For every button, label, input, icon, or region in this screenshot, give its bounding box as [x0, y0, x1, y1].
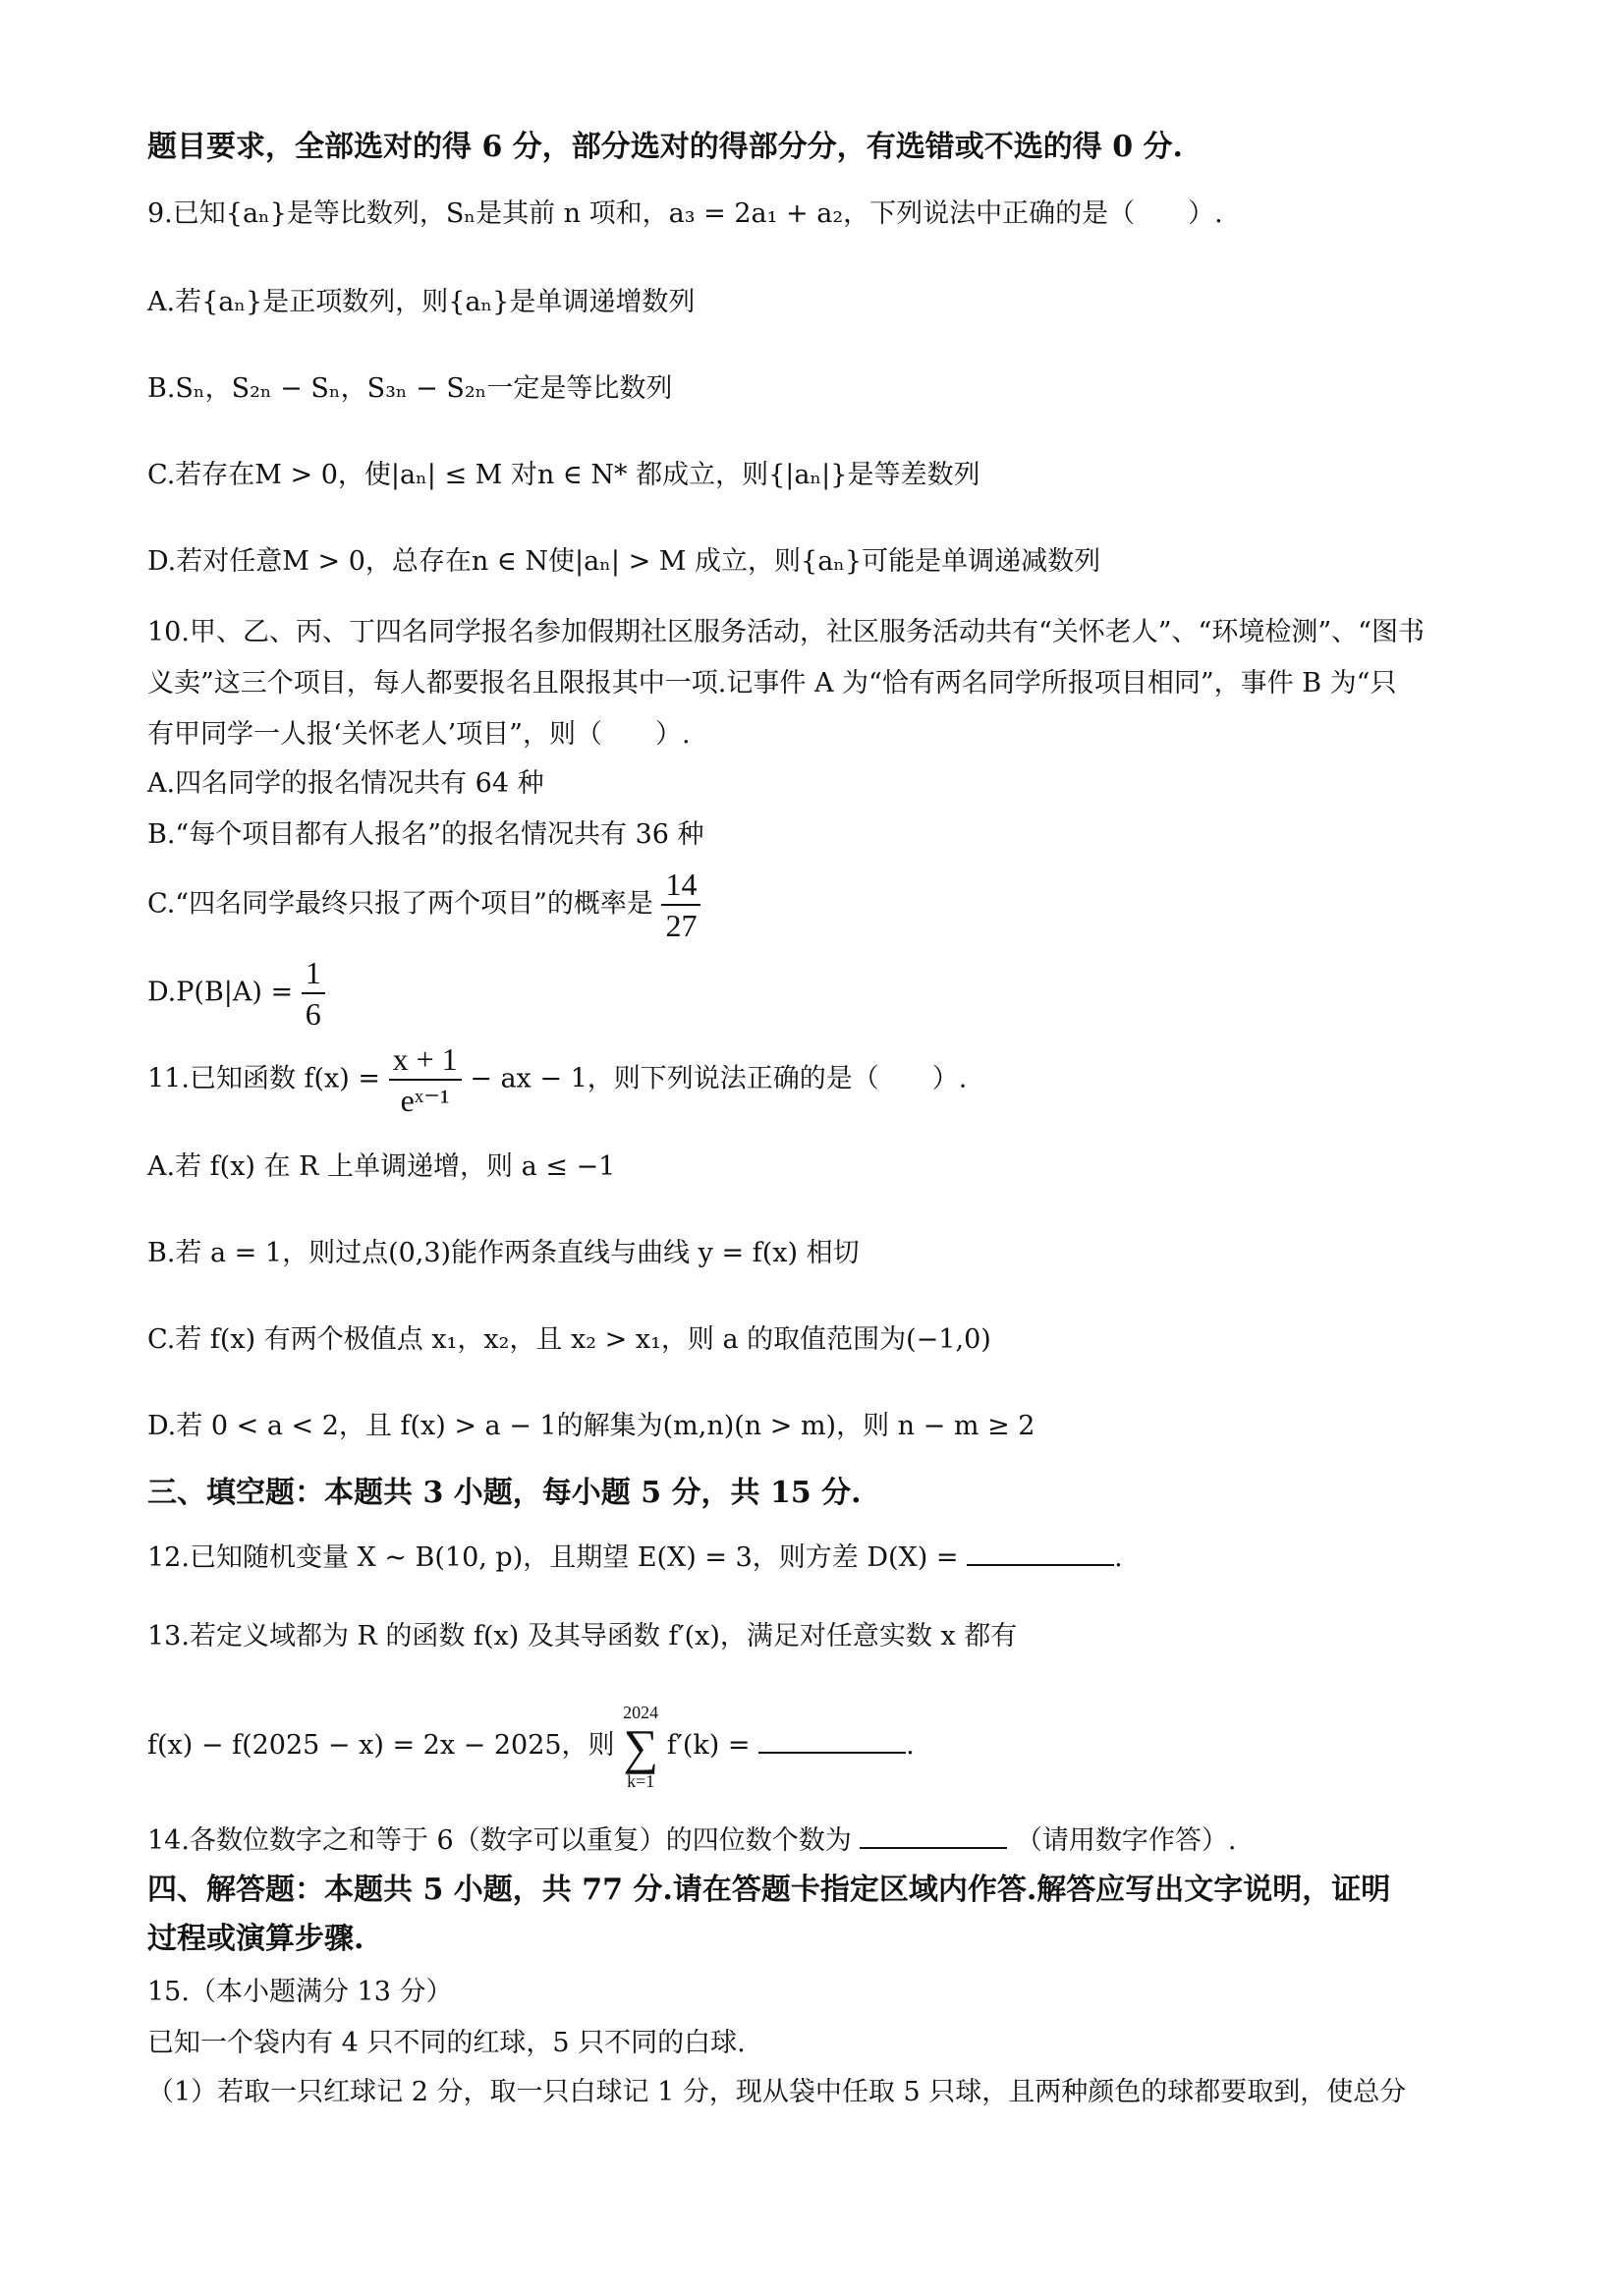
question-13-line2	[147, 1702, 1485, 1791]
question-14-text: 14.各数位数字之和等于 6（数字可以重复）的四位数个数为	[147, 1825, 852, 1856]
question-11-option-a: A.若 f(x) 在 R 上单调递增，则 a ≤ −1	[147, 1151, 616, 1182]
section-4-heading-line1: 四、解答题：本题共 5 小题，共 77 分.请在答题卡指定区域内作答.解答应写出文字说明，证明	[147, 1873, 1391, 1907]
answer-blank-14[interactable]	[860, 1818, 1007, 1849]
question-11-option-b: B.若 a = 1，则过点(0,3)能作两条直线与曲线 y = f(x) 相切	[147, 1238, 860, 1268]
question-11-stem-post: − ax − 1，则下列说法正确的是（ ）.	[470, 1063, 968, 1094]
summation-body: f′(k) =	[666, 1730, 751, 1761]
question-13-line1: 13.若定义域都为 R 的函数 f(x) 及其导函数 f′(x)，满足对任意实数 x 都有	[147, 1621, 1018, 1652]
summation-symbol: 2024 ∑ k=1	[623, 1702, 659, 1791]
answer-blank-13[interactable]	[758, 1722, 906, 1754]
section-4-heading-line2: 过程或演算步骤.	[147, 1922, 364, 1956]
question-14	[147, 1818, 1485, 1861]
question-14-note: （请用数字作答）.	[1015, 1825, 1237, 1856]
fraction-numerator: 1	[302, 953, 325, 994]
question-10-option-b: B.“每个项目都有人报名”的报名情况共有 36 种	[147, 819, 704, 850]
question-11-stem-pre: 11.已知函数 f(x) =	[147, 1063, 381, 1094]
question-11-option-c: C.若 f(x) 有两个极值点 x₁，x₂，且 x₂ > x₁，则 a 的取值范围为(−1,0)	[147, 1324, 991, 1355]
question-9-option-a: A.若{aₙ}是正项数列，则{aₙ}是单调递增数列	[147, 287, 696, 317]
question-12	[147, 1535, 1485, 1578]
fraction-numerator: x + 1	[389, 1039, 462, 1081]
summation-lower-limit: k=1	[627, 1770, 655, 1791]
question-10-option-c	[147, 865, 1485, 945]
fraction-denominator: 6	[305, 996, 321, 1032]
fraction-denominator: eˣ⁻¹	[400, 1083, 450, 1118]
question-12-end: .	[1114, 1542, 1123, 1573]
answer-blank-12[interactable]	[967, 1535, 1114, 1566]
question-10-option-d-fraction	[302, 953, 325, 1034]
question-9-option-b: B.Sₙ，S₂ₙ − Sₙ，S₃ₙ − S₂ₙ一定是等比数列	[147, 373, 673, 404]
question-9-option-c: C.若存在M > 0，使|aₙ| ≤ M 对n ∈ N* 都成立，则{|aₙ|}是等差数列	[147, 460, 980, 490]
question-10-stem-line1: 10.甲、乙、丙、丁四名同学报名参加假期社区服务活动，社区服务活动共有“关怀老人”、“环境检测”、“图书	[147, 617, 1425, 647]
question-15-header: 15.（本小题满分 13 分）	[147, 1977, 453, 2007]
question-12-text: 12.已知随机变量 X ~ B(10, p)，且期望 E(X) = 3，则方差 D(X) =	[147, 1542, 959, 1573]
question-10-option-d-text: D.P(B|A) =	[147, 977, 294, 1008]
intro-text: 题目要求，全部选对的得 6 分，部分选对的得部分分，有选错或不选的得 0 分.	[147, 130, 1183, 164]
question-11-option-d: D.若 0 < a < 2，且 f(x) > a − 1的解集为(m,n)(n > m)，则 n − m ≥ 2	[147, 1411, 1035, 1441]
question-15-line1: 已知一个袋内有 4 只不同的红球，5 只不同的白球.	[147, 2028, 746, 2058]
question-11-stem	[147, 1039, 1485, 1120]
question-10-option-c-fraction	[661, 865, 700, 945]
question-10-stem-line2: 义卖”这三个项目，每人都要报名且限报其中一项.记事件 A 为“恰有两名同学所报项目相同”，事件 B 为“只	[147, 668, 1397, 699]
section-3-heading: 三、填空题：本题共 3 小题，每小题 5 分，共 15 分.	[147, 1476, 862, 1510]
question-11-fraction	[389, 1039, 462, 1120]
question-10-option-a: A.四名同学的报名情况共有 64 种	[147, 768, 544, 799]
question-15-line2: （1）若取一只红球记 2 分，取一只白球记 1 分，现从袋中任取 5 只球，且两种颜色的球都要取到，使总分	[147, 2077, 1407, 2107]
question-13-end: .	[906, 1730, 915, 1761]
question-10-stem-line3: 有甲同学一人报‘关怀老人’项目”，则（ ）.	[147, 719, 691, 750]
question-13-equation: f(x) − f(2025 − x) = 2x − 2025，则	[147, 1730, 615, 1761]
question-10-option-d	[147, 953, 1485, 1034]
summation-upper-limit: 2024	[623, 1702, 659, 1722]
question-9-option-d: D.若对任意M > 0，总存在n ∈ N使|aₙ| > M 成立，则{aₙ}可能是单调递减数列	[147, 546, 1101, 577]
fraction-numerator: 14	[661, 865, 700, 906]
fraction-denominator: 27	[665, 908, 698, 943]
question-9-stem: 9.已知{aₙ}是等比数列，Sₙ是其前 n 项和，a₃ = 2a₁ + a₂，下列说法中正确的是（ ）.	[147, 198, 1223, 229]
question-10-option-c-text: C.“四名同学最终只报了两个项目”的概率是	[147, 888, 653, 920]
